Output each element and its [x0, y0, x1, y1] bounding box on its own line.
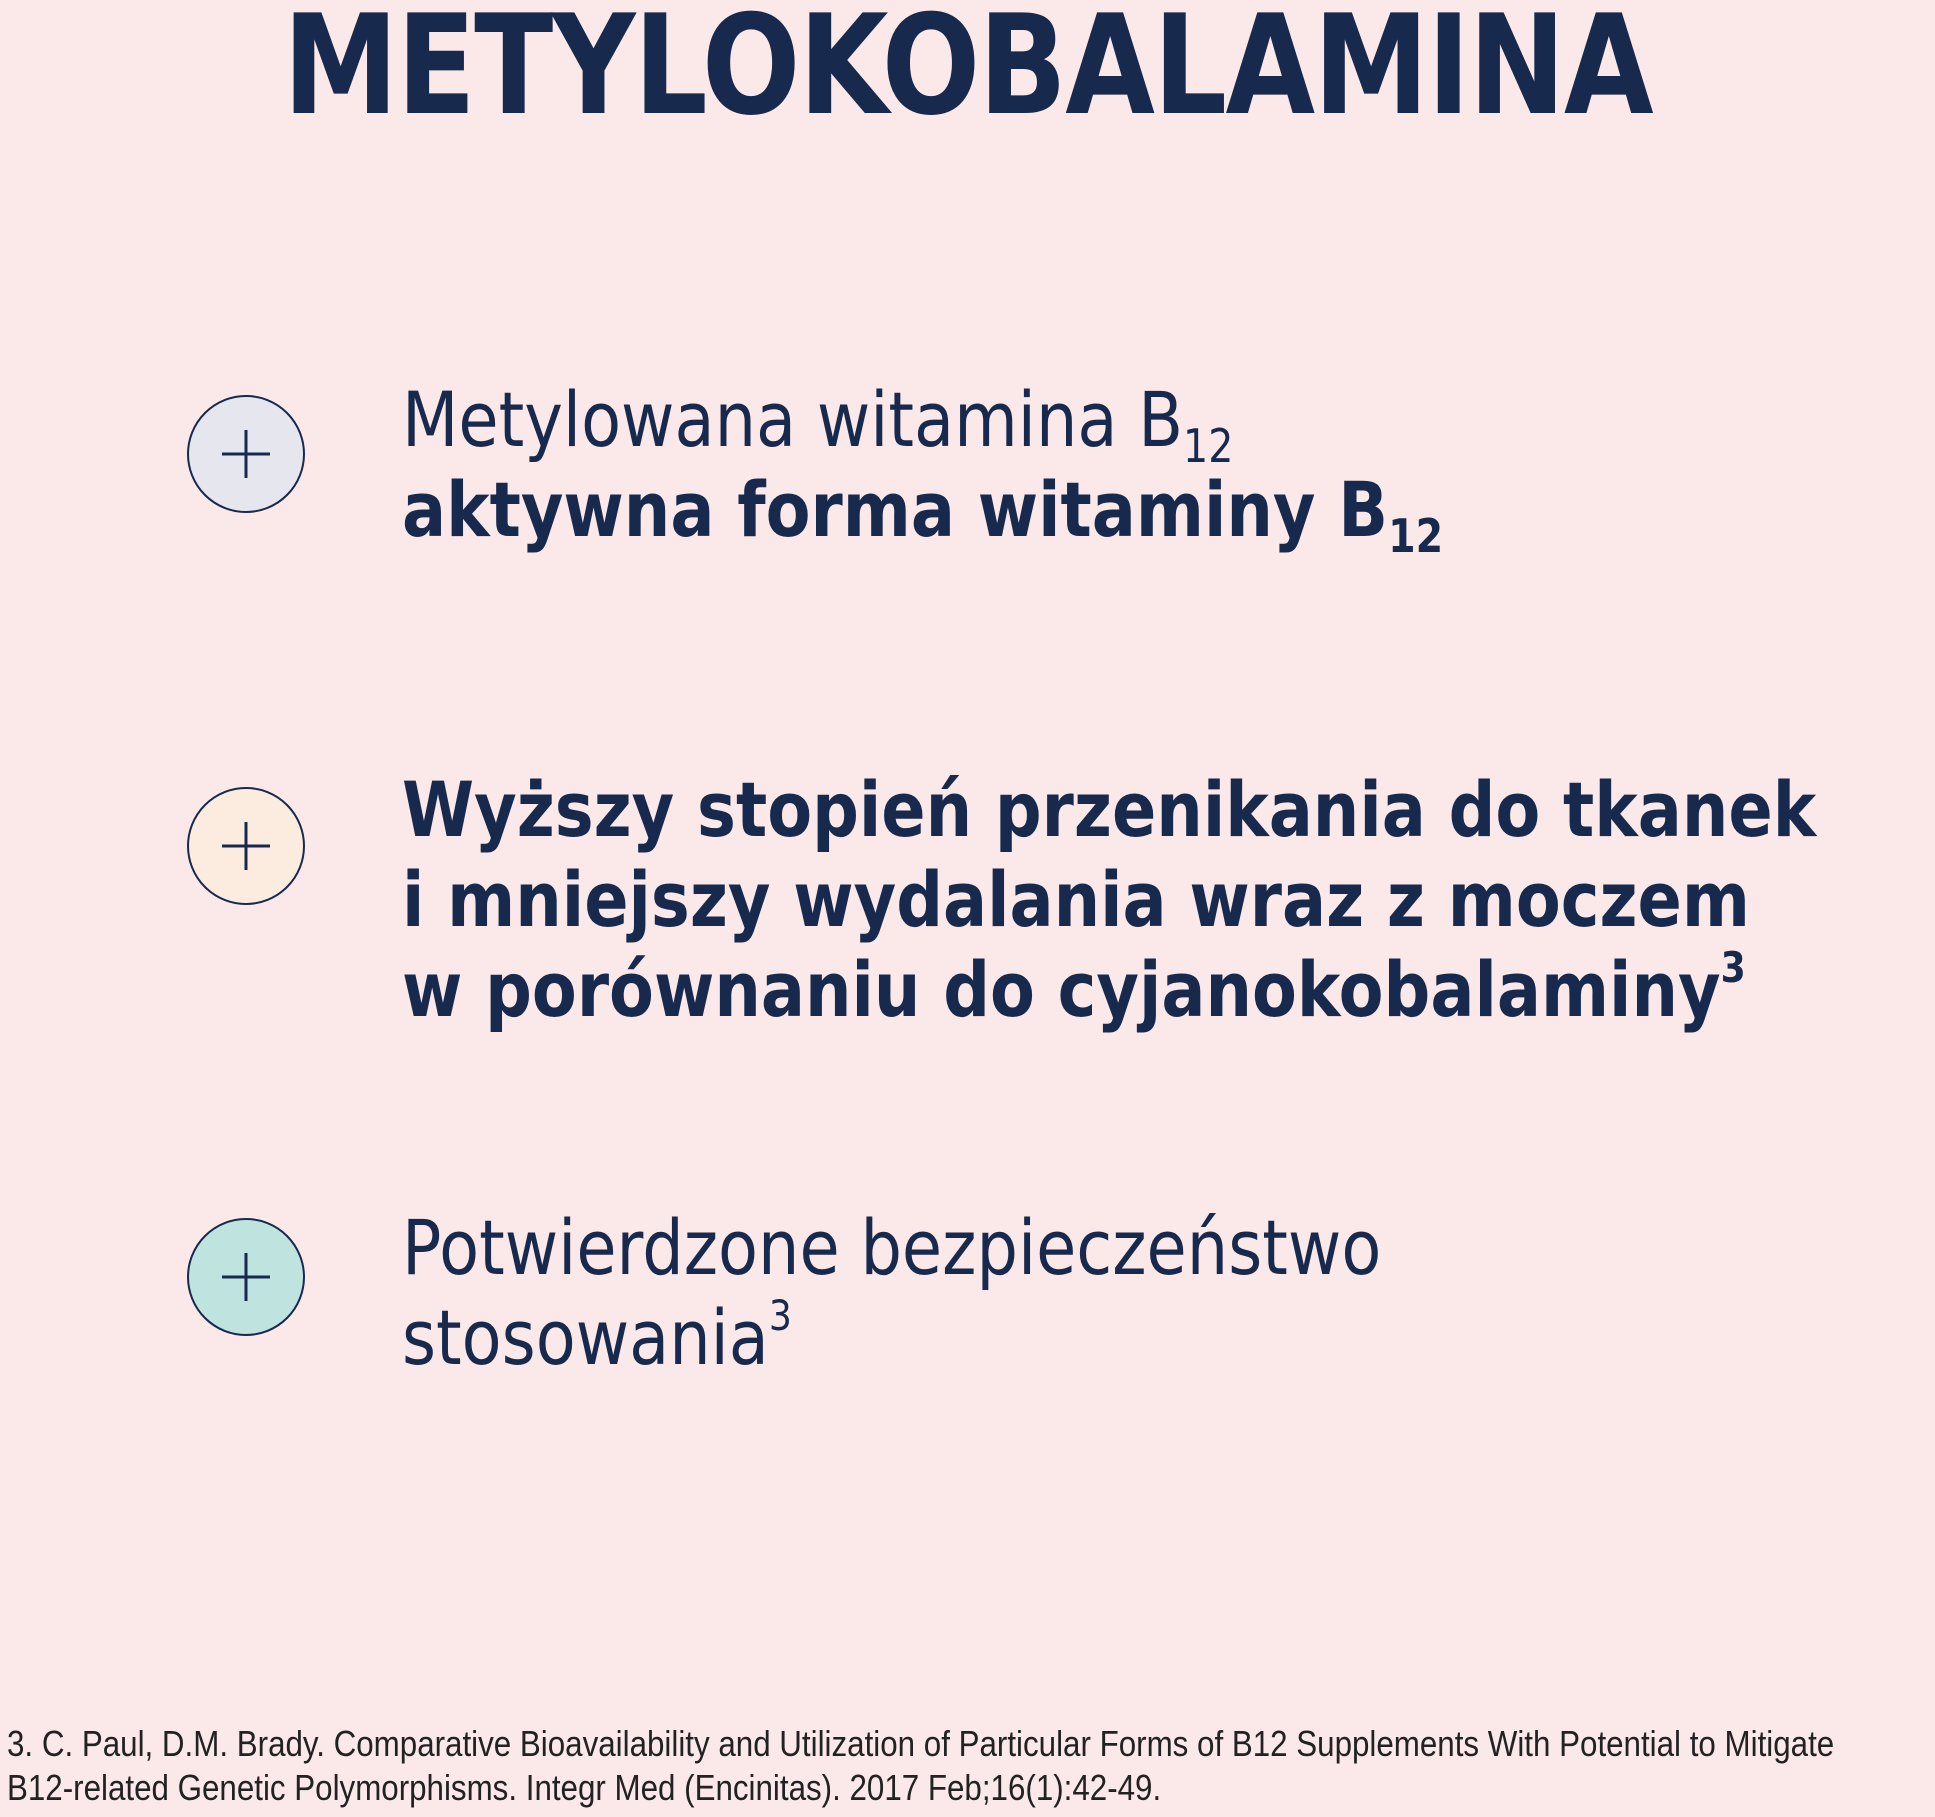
feature-text [402, 1203, 1381, 1383]
plus-circle-badge [187, 1218, 305, 1336]
feature-line: i mniejszy wydalania wraz z moczem [402, 855, 1750, 944]
feature-text [402, 765, 1816, 1035]
feature-line: aktywna forma witaminy $B_{12}$ [402, 465, 1444, 563]
plus-circle-badge [187, 395, 305, 513]
page-title: METYLOKOBALAMINA [283, 0, 1652, 146]
feature-line: stosowania$^3$ [402, 1291, 792, 1382]
plus-circle-badge [187, 787, 305, 905]
footnote-line: B12-related Genetic Polymorphisms. Integr Med (Encinitas). 2017 Feb;16(1):42-49. [7, 1767, 1162, 1808]
feature-line: Metylowana witamina $B_{12}$ [402, 375, 1234, 473]
footnote-reference [7, 1722, 1921, 1810]
footnote-line: 3. C. Paul, D.M. Brady. Comparative Bioavailability and Utilization of Particular Forms of B12 Supplements With Potential to Mitigate [7, 1723, 1835, 1764]
plus-icon [189, 789, 303, 903]
feature-line: Wyższy stopień przenikania do tkanek [402, 765, 1817, 854]
plus-icon [189, 1220, 303, 1334]
plus-icon [189, 397, 303, 511]
feature-line: Potwierdzone bezpieczeństwo [402, 1203, 1382, 1292]
feature-text [402, 375, 1444, 563]
feature-line: w porównaniu do cyjanokobalaminy$^3$ [402, 943, 1746, 1034]
